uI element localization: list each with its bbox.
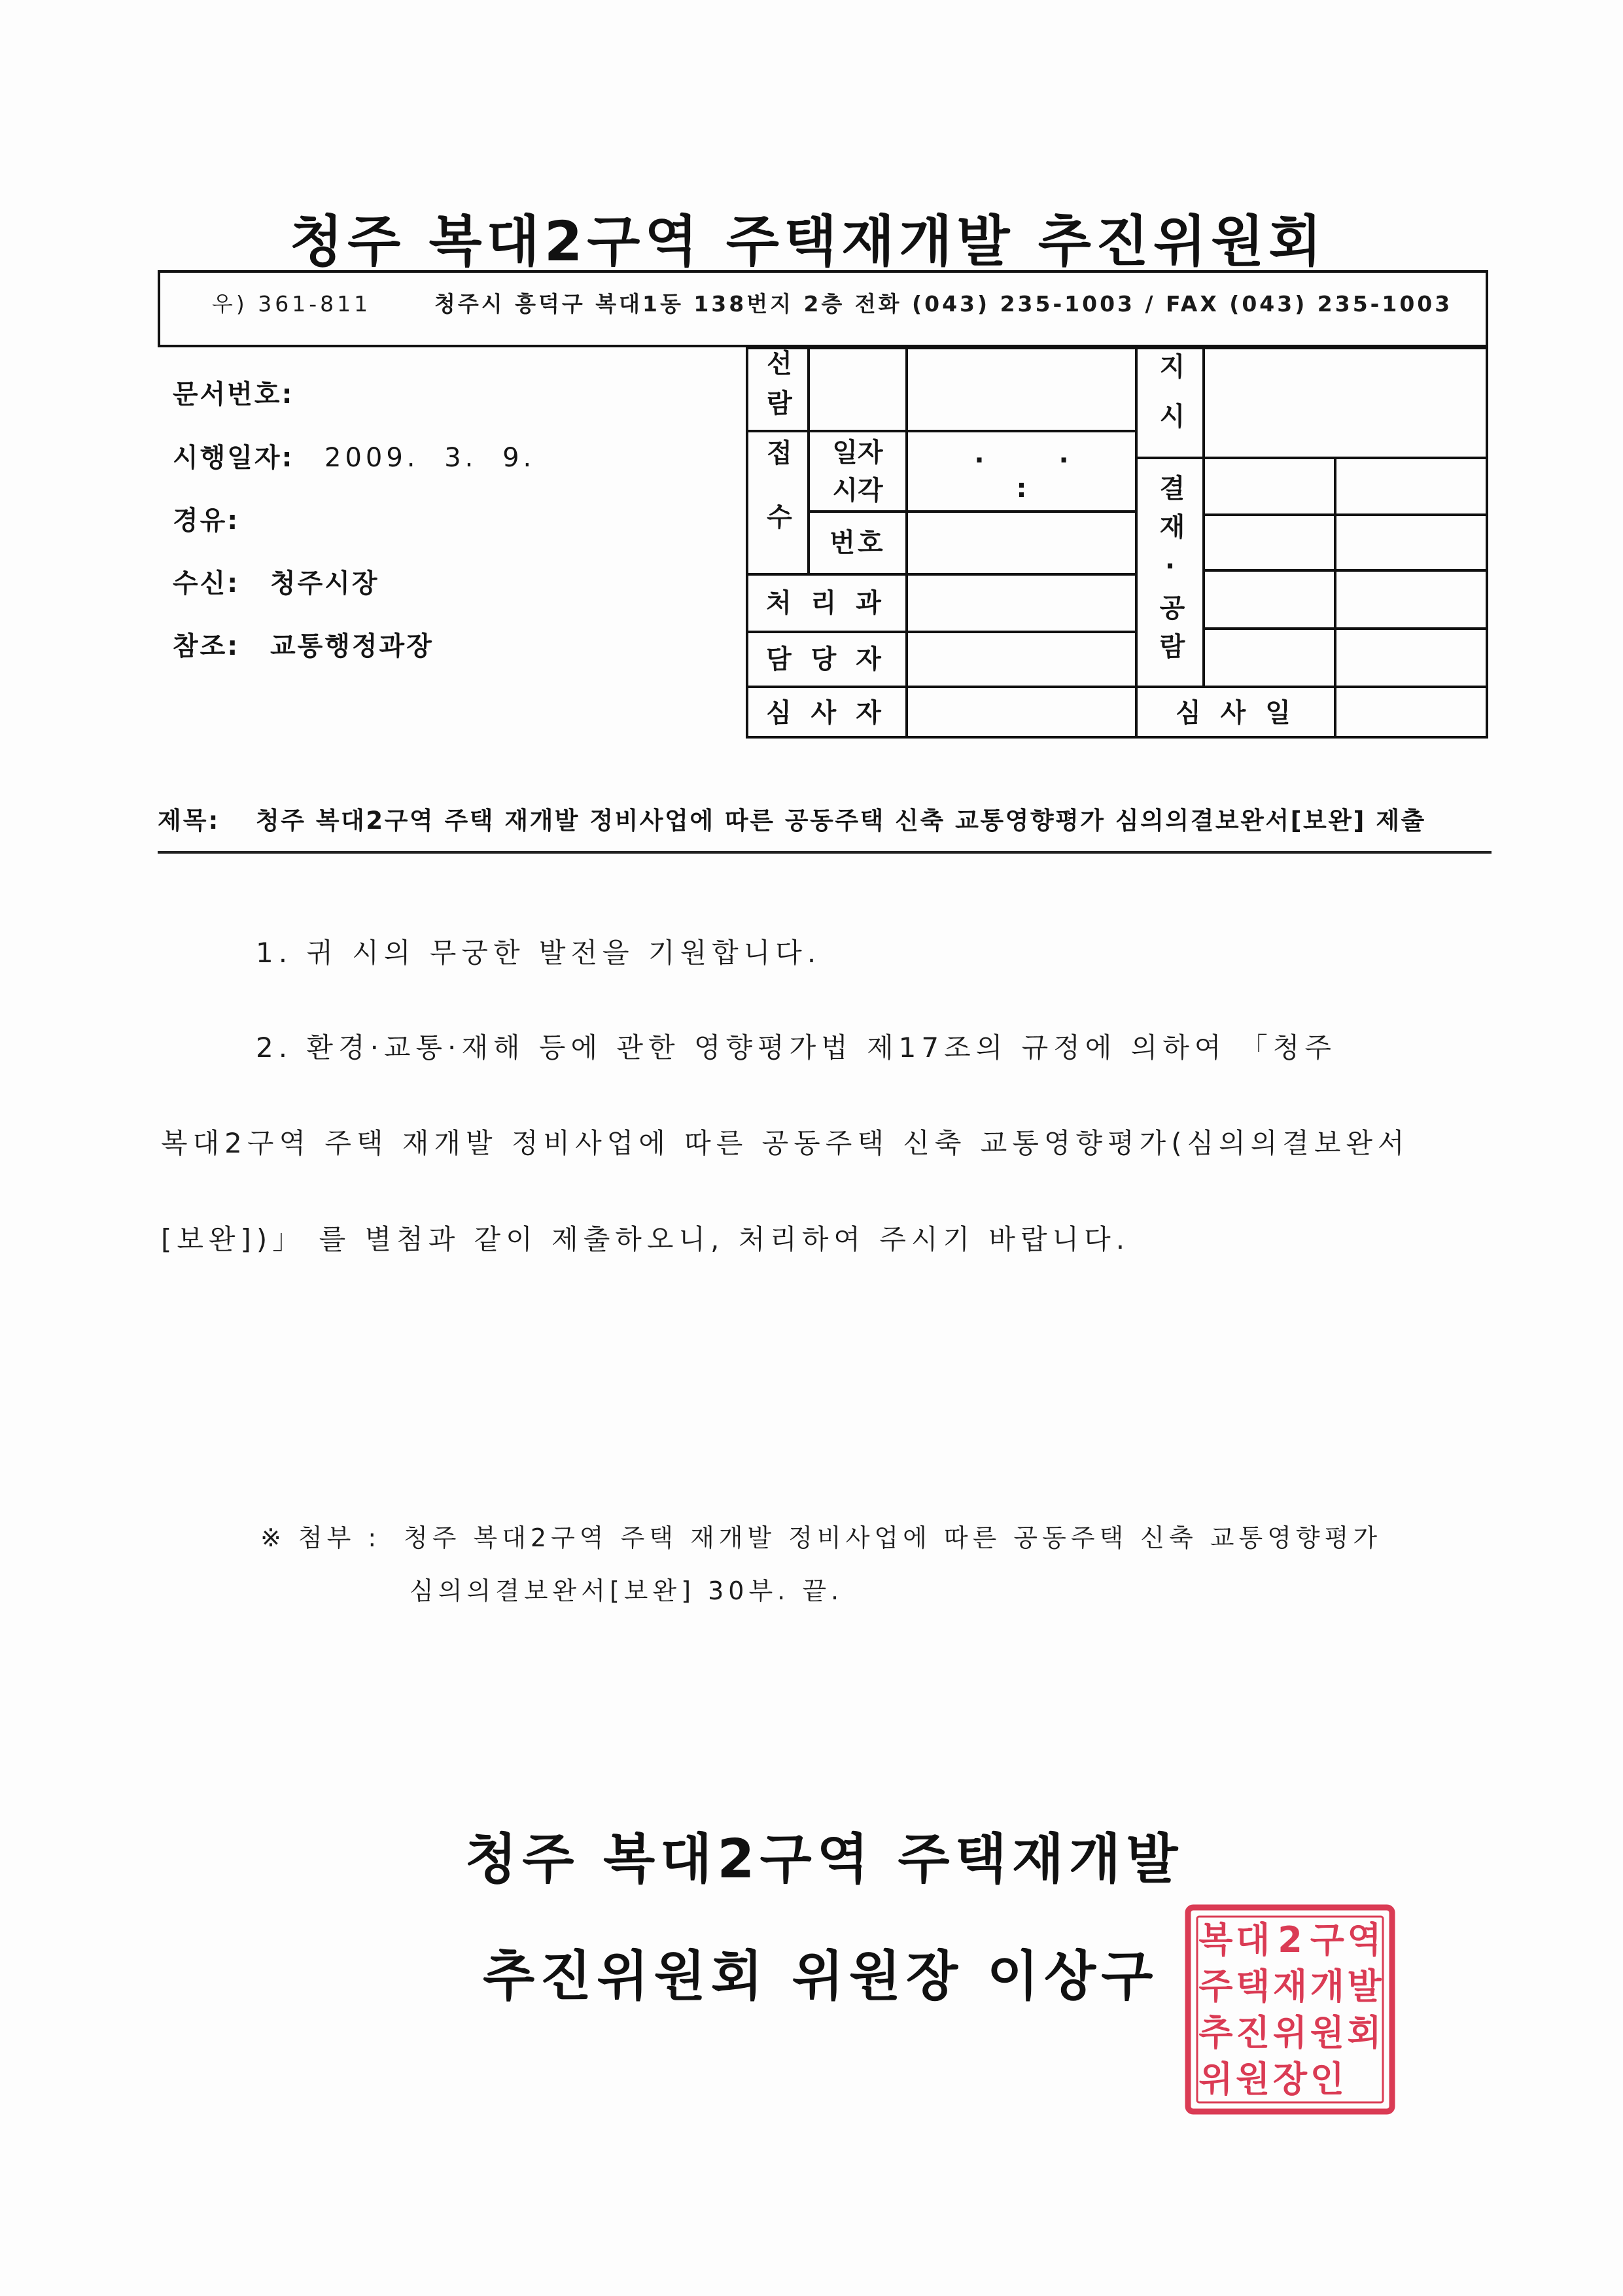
number-label-cell bbox=[809, 512, 907, 574]
seal-glyph: 역 bbox=[1347, 1919, 1382, 1960]
approval-sign-cell bbox=[1335, 629, 1488, 687]
approval-sign-cell bbox=[1335, 515, 1488, 570]
subject-divider bbox=[158, 851, 1492, 854]
preview-label: 선람 bbox=[762, 349, 792, 429]
body-paragraph-1: 1. 귀 시의 무궁한 발전을 기원합니다. bbox=[256, 937, 822, 969]
date-placeholder: . . bbox=[974, 438, 1069, 469]
department-label: 처 리 과 bbox=[766, 588, 886, 618]
department-label-cell bbox=[746, 574, 907, 632]
seal-lettering bbox=[1198, 1919, 1382, 2100]
seal-glyph: 위 bbox=[1198, 2059, 1233, 2100]
contact-address: 청주시 흥덕구 복대1동 138번지 2층 전화 (043) 235-1003 / FAX (043) 235-1003 bbox=[434, 291, 1453, 317]
seal-glyph: 복 bbox=[1198, 1919, 1233, 1960]
approval-sign-cell bbox=[1204, 458, 1335, 515]
recipient-value: 청주시장 bbox=[270, 568, 379, 599]
number-label: 번호 bbox=[829, 528, 886, 558]
seal-glyph: 재 bbox=[1272, 1966, 1308, 2007]
seal-glyph: 구 bbox=[1310, 1919, 1344, 1960]
instruction-value-cell bbox=[1204, 347, 1488, 458]
reviewer-value-cell bbox=[907, 687, 1136, 739]
reference-label: 참조: bbox=[173, 631, 240, 661]
preview-value-cell bbox=[907, 347, 1136, 431]
seal-glyph: 회 bbox=[1347, 2012, 1382, 2053]
subject-text: 청주 복대2구역 주택 재개발 정비사업에 따른 공동주택 신축 교통영향평가 심의의결보완서[보완] 제출 bbox=[256, 807, 1426, 835]
approval-sign-cell bbox=[1335, 570, 1488, 629]
doc-number-label: 문서번호: bbox=[173, 379, 294, 409]
seal-glyph: 발 bbox=[1347, 1966, 1382, 2007]
department-value-cell bbox=[907, 574, 1136, 632]
body-paragraph-2-cont: 복대2구역 주택 재개발 정비사업에 따른 공동주택 신축 교통영향평가(심의의결보완서 bbox=[161, 1127, 1410, 1159]
seal-glyph: 원 bbox=[1310, 2012, 1344, 2053]
time-label: 시각 bbox=[832, 475, 883, 506]
preview-sign-cell bbox=[809, 347, 907, 431]
datetime-label-cell bbox=[809, 431, 907, 512]
seal-glyph: 추 bbox=[1198, 2012, 1233, 2053]
recipient-label: 수신: bbox=[173, 568, 240, 599]
letterhead-address-box bbox=[158, 270, 1488, 347]
seal-glyph: 대 bbox=[1236, 1919, 1270, 1960]
issue-date-label: 시행일자: bbox=[173, 443, 294, 473]
subject-label: 제목: bbox=[158, 807, 220, 835]
seal-glyph: 개 bbox=[1310, 1966, 1344, 2007]
date-label: 일자 bbox=[832, 437, 883, 468]
officer-value-cell bbox=[907, 632, 1136, 687]
approval-label-cell bbox=[1136, 458, 1204, 687]
reviewer-label: 심 사 자 bbox=[766, 697, 886, 728]
reviewer-label-cell bbox=[746, 687, 907, 739]
body-paragraph-2-cont: [보완])」 를 별첨과 같이 제출하오니, 처리하여 주시기 바랍니다. bbox=[161, 1223, 1130, 1255]
signature-organization: 청주 복대2구역 주택재개발 bbox=[465, 1828, 1183, 1890]
seal-glyph: 택 bbox=[1236, 1966, 1270, 2007]
attachment-line: 심의의결보완서[보완] 30부. 끝. bbox=[410, 1576, 844, 1605]
attachment-line: 청주 복대2구역 주택 재개발 정비사업에 따른 공동주택 신축 교통영향평가 bbox=[404, 1523, 1382, 1552]
review-date-value-cell bbox=[1335, 687, 1488, 739]
approval-sign-cell bbox=[1204, 629, 1335, 687]
seal-glyph: 주 bbox=[1198, 1966, 1233, 2007]
approval-sign-cell bbox=[1204, 570, 1335, 629]
instruction-label-cell bbox=[1136, 347, 1204, 458]
seal-glyph: 진 bbox=[1236, 2012, 1270, 2053]
preview-label-cell bbox=[746, 347, 809, 431]
officer-label: 담 당 자 bbox=[766, 644, 886, 674]
via-label: 경유: bbox=[173, 506, 240, 536]
reception-label-cell bbox=[746, 431, 809, 574]
seal-glyph: 장 bbox=[1272, 2059, 1308, 2100]
time-placeholder: : bbox=[1016, 473, 1027, 504]
number-value-cell bbox=[907, 512, 1136, 574]
letterhead-title: 청주 복대2구역 주택재개발 추진위원회 bbox=[290, 209, 1327, 273]
seal-glyph: 2 bbox=[1278, 1919, 1302, 1960]
approval-label: 결재·공람 bbox=[1155, 474, 1185, 671]
approval-sign-cell bbox=[1204, 515, 1335, 570]
official-seal bbox=[1184, 1904, 1396, 2115]
officer-label-cell bbox=[746, 632, 907, 687]
reception-label: 접수 bbox=[762, 438, 792, 567]
seal-glyph: 인 bbox=[1310, 2059, 1344, 2100]
body-paragraph-2: 2. 환경·교통·재해 등에 관한 영향평가법 제17조의 규정에 의하여 「청주 bbox=[256, 1032, 1336, 1064]
instruction-label: 지시 bbox=[1155, 353, 1185, 452]
signature-chairman: 추진위원회 위원장 이상구 bbox=[483, 1945, 1159, 2008]
datetime-value-cell bbox=[907, 431, 1136, 512]
issue-date-value: 2009. 3. 9. bbox=[324, 443, 536, 473]
review-date-label: 심 사 일 bbox=[1176, 697, 1296, 728]
postal-code: 우) 361-811 bbox=[212, 291, 372, 317]
review-date-label-cell bbox=[1136, 687, 1335, 739]
seal-glyph: 위 bbox=[1272, 2012, 1308, 2053]
attachment-label: ※ 첨부 : bbox=[260, 1523, 381, 1552]
seal-glyph: 원 bbox=[1236, 2059, 1270, 2100]
approval-sign-cell bbox=[1335, 458, 1488, 515]
reference-value: 교통행정과장 bbox=[270, 631, 434, 661]
